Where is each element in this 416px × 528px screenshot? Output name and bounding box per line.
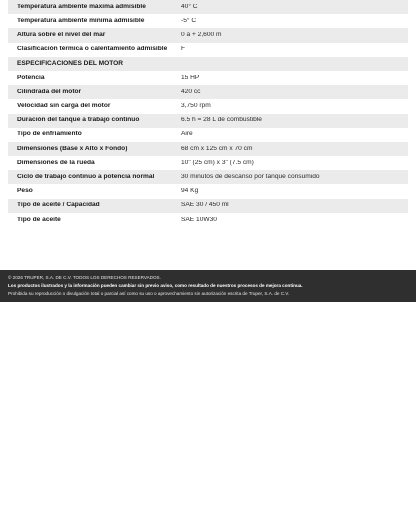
spec-label: Dimensiones de la rueda — [17, 159, 95, 166]
footer-notice: Los productos ilustrados y la información pueden cambiar sin previo aviso, como resultado de nuestros procesos de mejora continua. — [8, 283, 303, 289]
spec-row — [8, 199, 408, 213]
spec-label: Tipo de aceite / Capacidad — [17, 202, 100, 209]
spec-value: 420 cc — [181, 88, 201, 95]
spec-label: Temperatura ambiente máxima admisible — [17, 3, 146, 10]
spec-label: Clasificación térmica o calentamiento admisible — [17, 46, 168, 53]
spec-row — [8, 71, 408, 85]
spec-label: Ciclo de trabajo continuo a potencia normal — [17, 174, 155, 181]
spec-row — [8, 14, 408, 28]
spec-value: 15 HP — [181, 74, 200, 81]
spec-label: Velocidad sin carga del motor — [17, 103, 111, 110]
spec-row — [8, 170, 408, 184]
spec-label: Tipo de aceite — [17, 216, 61, 223]
spec-value: 6.5 h = 28 L de combustible — [181, 117, 262, 124]
spec-row — [8, 99, 408, 113]
spec-row — [8, 213, 408, 227]
spec-label: Cilindrada del motor — [17, 88, 82, 95]
spec-row — [8, 0, 408, 14]
spec-row — [8, 85, 408, 99]
spec-value: Aire — [181, 131, 193, 138]
spec-row — [8, 156, 408, 170]
spec-row — [8, 114, 408, 128]
spec-label: Potencia — [17, 74, 45, 81]
spec-row — [8, 43, 408, 57]
spec-label: Duración del tanque a trabajo continuo — [17, 117, 140, 124]
spec-row — [8, 142, 408, 156]
spec-value: 0 a + 2,600 m — [181, 32, 222, 39]
spec-value: 30 minutos de descanso por tanque consumido — [181, 174, 320, 181]
spec-label: Altura sobre el nivel del mar — [17, 32, 106, 39]
spec-value: SAE 30 / 450 ml — [181, 202, 229, 209]
spec-value: SAE 10W30 — [181, 216, 217, 223]
spec-label: Tipo de enfriamiento — [17, 131, 82, 138]
spec-label: Dimensiones (Base x Alto x Fondo) — [17, 145, 128, 152]
spec-value: 10" (25 cm) x 3" (7.5 cm) — [181, 159, 254, 166]
spec-label: Temperatura ambiente mínima admisible — [17, 17, 145, 24]
spec-value: 3,750 rpm — [181, 103, 211, 110]
spec-row — [8, 128, 408, 142]
footer-prohibition: Prohibida su reproducción o divulgación total o parcial así como su uso o aprovechamiento sin autorización escrita de Truper, S.A. de C.V. — [8, 291, 290, 297]
footer — [0, 270, 416, 302]
spec-table — [8, 0, 408, 227]
motor-section-header: ESPECIFICACIONES DEL MOTOR — [8, 57, 408, 71]
spec-value: -5° C — [181, 17, 197, 24]
footer-copyright: © 2026 TRUPER, S.A. DE C.V. TODOS LOS DERECHOS RESERVADOS. — [8, 275, 161, 280]
spec-row — [8, 28, 408, 42]
spec-value: 94 Kg — [181, 188, 199, 195]
spec-value: F — [181, 46, 186, 53]
spec-value: 68 cm x 125 cm x 70 cm — [181, 145, 253, 152]
spec-label: Peso — [17, 188, 33, 195]
spec-row — [8, 184, 408, 198]
spec-value: 40° C — [181, 3, 198, 10]
